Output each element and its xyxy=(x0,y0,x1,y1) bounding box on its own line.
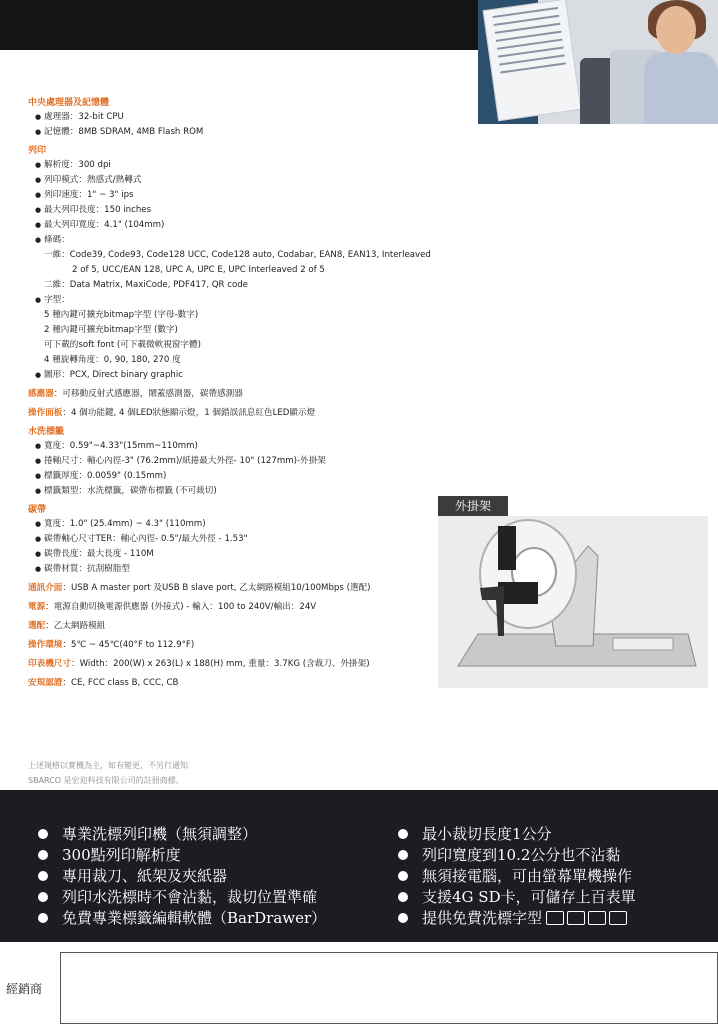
option-row: 選配：乙太網路模組 xyxy=(28,621,106,631)
sensor-row: 感應器：可移動反射式感應器，鬧蓋感測器，碳帶感測器 xyxy=(28,389,243,399)
feature-item: 列印寬度到10.2公分也不沾黏 xyxy=(398,845,620,866)
spec-item: ● 碳帶長度：最大長度 - 110M xyxy=(35,549,154,559)
feature-item: 提供免費洗標字型 xyxy=(398,908,630,931)
panel-row: 操作面板：4 個功能鍵, 4 個LED狀態顯示燈，1 個錯誤訊息紅色LED顯示燈 xyxy=(28,408,316,418)
font-line: 2 種內鍵可擴充bitmap字型 (數字) xyxy=(44,325,178,335)
holder-figure xyxy=(438,516,708,688)
feature-item: 支援4G SD卡，可儲存上百表單 xyxy=(398,887,636,908)
feature-band xyxy=(0,790,718,942)
spec-item: ● 捲軸尺寸：軸心內徑-3" (76.2mm)/紙捲最大外徑- 10" (127mm)-外掛架 xyxy=(35,456,326,466)
font-line: 4 種旋轉角度：0, 90, 180, 270 度 xyxy=(44,355,181,365)
footnote xyxy=(28,758,188,788)
interface-row: 通訊介面：USB A master port 及USB B slave port, 乙太網路模組10/100Mbps (選配) xyxy=(28,583,371,593)
dealer-section xyxy=(0,942,718,1024)
spec-item: ● 寬度：0.59"~4.33"(15mm~110mm) xyxy=(35,441,198,451)
wash-label-image xyxy=(483,0,582,121)
spec-item: ● 列印模式：熱感式/熱轉式 xyxy=(35,175,142,185)
wash-icon xyxy=(546,911,564,925)
font-line: 可下載的soft font (可下載微軟視窗字體) xyxy=(44,340,201,350)
figure-label: 外掛架 xyxy=(438,496,508,516)
dry-icon xyxy=(609,911,627,925)
barcode-1d: 一維：Code39, Code93, Code128 UCC, Code128 auto, Codabar, EAN8, EAN13, Interleaved xyxy=(44,250,431,260)
spec-item: ● 解析度：300 dpi xyxy=(35,160,111,170)
spec-item: ● 標籤類型：水洗標籤，碳帶布標籤 (不可裁切) xyxy=(35,486,217,496)
external-holder-drawing xyxy=(438,516,708,688)
certification-row: 安規認證：CE, FCC class B, CCC, CB xyxy=(28,678,179,688)
feature-item: 專業洗標列印機（無須調整） xyxy=(38,824,257,845)
roll-clamp xyxy=(498,526,516,570)
spec-item: ● 圖形：PCX, Direct binary graphic xyxy=(35,370,183,380)
size-row: 印表機尺寸：Width：200(W) x 263(L) x 188(H) mm, 重量：3.7KG (含裁刀、外掛架) xyxy=(28,659,370,669)
feature-item: 列印水洗標時不會沾黏，裁切位置準確 xyxy=(38,887,317,908)
bleach-icon xyxy=(588,911,606,925)
section-title-print: 列印 xyxy=(28,146,47,156)
spec-list xyxy=(28,96,468,695)
barcode-1d-cont: 2 of 5, UCC/EAN 128, UPC A, UPC E, UPC Interleaved 2 of 5 xyxy=(72,265,325,275)
spec-item: ● 條碼： xyxy=(35,235,70,245)
section-title-ribbon: 碳帶 xyxy=(28,505,47,515)
spec-item: ● 最大列印寬度：4.1" (104mm) xyxy=(35,220,165,230)
woman-body xyxy=(644,52,718,124)
spec-item: ● 列印速度：1" ~ 3" ips xyxy=(35,190,134,200)
spec-item: ● 寬度：1.0" (25.4mm) ~ 4.3" (110mm) xyxy=(35,519,206,529)
environment-row: 操作環境：5℃ ~ 45℃(40°F to 112.9°F) xyxy=(28,640,195,650)
product-photo xyxy=(478,0,718,124)
iron-icon xyxy=(567,911,585,925)
font-line: 5 種內鍵可擴充bitmap字型 (字母-數字) xyxy=(44,310,199,320)
woman-face xyxy=(656,6,696,54)
feature-item: 300點列印解析度 xyxy=(38,845,181,866)
spec-item: ● 碳帶材質：抗刮樹脂型 xyxy=(35,564,130,574)
spec-item: ● 碳帶軸心尺寸TER：軸心內徑- 0.5"/最大外徑 - 1.53" xyxy=(35,534,248,544)
footnote-line: 上述規格以實機為主，如有變更，不另行通知 xyxy=(28,761,188,770)
dealer-box xyxy=(60,952,718,1024)
section-title-label: 水洗標籤 xyxy=(28,427,65,437)
spec-item: ● 字型： xyxy=(35,295,70,305)
spec-item: ● 標籤厚度：0.0059" (0.15mm) xyxy=(35,471,167,481)
spec-item: ● 處理器：32-bit CPU xyxy=(35,112,124,122)
wash-symbol-icons xyxy=(546,910,630,931)
holder-plate xyxy=(613,638,673,650)
power-row: 電源：電源自動切換電源供應器 (外接式) - 輸入：100 to 240V/輸出：24V xyxy=(28,602,317,612)
footnote-line: SBARCO 是宏迎科技有限公司的註冊商標。 xyxy=(28,776,184,785)
feature-item: 最小裁切長度1公分 xyxy=(398,824,552,845)
spec-item: ● 記憶體：8MB SDRAM, 4MB Flash ROM xyxy=(35,127,204,137)
feature-item: 專用裁刀、紙架及夾紙器 xyxy=(38,866,227,887)
dealer-label: 經銷商 xyxy=(6,982,43,996)
feature-item: 免費專業標籤編輯軟體（BarDrawer） xyxy=(38,908,326,929)
spec-item: ● 最大列印長度：150 inches xyxy=(35,205,152,215)
feature-item: 無須接電腦，可由螢幕單機操作 xyxy=(398,866,632,887)
section-title-cpu: 中央處理器及記憶體 xyxy=(28,98,110,108)
barcode-2d: 二維：Data Matrix, MaxiCode, PDF417, QR code xyxy=(44,280,248,290)
